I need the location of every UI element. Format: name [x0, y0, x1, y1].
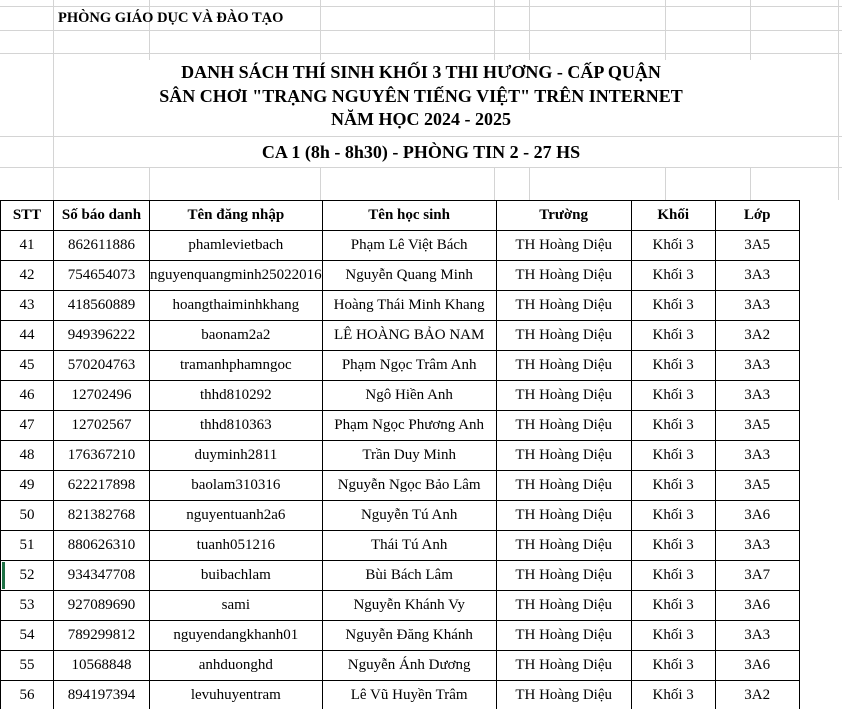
- username-cell[interactable]: thhd810363: [150, 411, 323, 441]
- username-cell[interactable]: tramanhphamngoc: [150, 351, 323, 381]
- student-name-cell[interactable]: Lê Vũ Huyền Trâm: [322, 681, 496, 709]
- school-cell[interactable]: TH Hoàng Diệu: [496, 351, 631, 381]
- table-row: [1, 261, 800, 291]
- stt-cell[interactable]: 54: [1, 621, 54, 651]
- table-row: [1, 681, 800, 709]
- candidate-number-cell[interactable]: 789299812: [54, 621, 150, 651]
- candidate-number-cell[interactable]: 12702567: [54, 411, 150, 441]
- school-cell[interactable]: TH Hoàng Diệu: [496, 381, 631, 411]
- column-header[interactable]: Lớp: [715, 201, 799, 231]
- grade-cell[interactable]: Khối 3: [631, 471, 715, 501]
- grid-line: [0, 167, 842, 168]
- school-cell[interactable]: TH Hoàng Diệu: [496, 561, 631, 591]
- candidate-number-cell[interactable]: 862611886: [54, 231, 150, 261]
- grade-cell[interactable]: Khối 3: [631, 531, 715, 561]
- student-name-cell[interactable]: Nguyễn Quang Minh: [322, 261, 496, 291]
- error-indicator-icon: [2, 562, 5, 589]
- student-name-cell[interactable]: Nguyễn Khánh Vy: [322, 591, 496, 621]
- username-cell[interactable]: duyminh2811: [150, 441, 323, 471]
- grade-cell[interactable]: Khối 3: [631, 291, 715, 321]
- candidate-number-cell[interactable]: 821382768: [54, 501, 150, 531]
- class-cell[interactable]: 3A6: [715, 591, 799, 621]
- candidate-number-cell[interactable]: 949396222: [54, 321, 150, 351]
- column-header[interactable]: Tên đăng nhập: [150, 201, 323, 231]
- table-row: [1, 651, 800, 681]
- username-cell[interactable]: nguyenquangminh25022016: [150, 261, 323, 291]
- column-header[interactable]: Khối: [631, 201, 715, 231]
- table-row: [1, 471, 800, 501]
- username-cell[interactable]: tuanh051216: [150, 531, 323, 561]
- stt-cell[interactable]: 42: [1, 261, 54, 291]
- candidate-number-cell[interactable]: 12702496: [54, 381, 150, 411]
- student-name-cell[interactable]: Phạm Ngọc Phương Anh: [322, 411, 496, 441]
- class-cell[interactable]: 3A6: [715, 501, 799, 531]
- school-cell[interactable]: TH Hoàng Diệu: [496, 501, 631, 531]
- grid-line: [529, 167, 530, 200]
- student-roster-table: [0, 200, 800, 709]
- table-row: [1, 501, 800, 531]
- username-cell[interactable]: baonam2a2: [150, 321, 323, 351]
- school-cell[interactable]: TH Hoàng Diệu: [496, 411, 631, 441]
- class-cell[interactable]: 3A5: [715, 471, 799, 501]
- class-cell[interactable]: 3A3: [715, 351, 799, 381]
- grade-cell[interactable]: Khối 3: [631, 591, 715, 621]
- grade-cell[interactable]: Khối 3: [631, 441, 715, 471]
- grid-line: [0, 53, 842, 54]
- stt-cell[interactable]: 47: [1, 411, 54, 441]
- column-header[interactable]: STT: [1, 201, 54, 231]
- grid-line: [665, 167, 666, 200]
- candidate-number-cell[interactable]: 894197394: [54, 681, 150, 709]
- school-cell[interactable]: TH Hoàng Diệu: [496, 651, 631, 681]
- grade-cell[interactable]: Khối 3: [631, 231, 715, 261]
- grade-cell[interactable]: Khối 3: [631, 651, 715, 681]
- class-cell[interactable]: 3A5: [715, 231, 799, 261]
- stt-cell[interactable]: 55: [1, 651, 54, 681]
- stt-cell[interactable]: 56: [1, 681, 54, 709]
- candidate-number-cell[interactable]: 622217898: [54, 471, 150, 501]
- stt-cell[interactable]: 46: [1, 381, 54, 411]
- student-name-cell[interactable]: Phạm Ngọc Trâm Anh: [322, 351, 496, 381]
- school-cell[interactable]: TH Hoàng Diệu: [496, 441, 631, 471]
- candidate-number-cell[interactable]: 176367210: [54, 441, 150, 471]
- stt-cell[interactable]: 51: [1, 531, 54, 561]
- class-cell[interactable]: 3A3: [715, 621, 799, 651]
- username-cell[interactable]: baolam310316: [150, 471, 323, 501]
- stt-cell[interactable]: 45: [1, 351, 54, 381]
- class-cell[interactable]: 3A3: [715, 531, 799, 561]
- school-cell[interactable]: TH Hoàng Diệu: [496, 291, 631, 321]
- class-cell[interactable]: 3A5: [715, 411, 799, 441]
- department-name: PHÒNG GIÁO DỤC VÀ ĐÀO TẠO: [58, 10, 284, 26]
- stt-cell[interactable]: 50: [1, 501, 54, 531]
- column-header[interactable]: Tên học sinh: [322, 201, 496, 231]
- username-cell[interactable]: hoangthaiminhkhang: [150, 291, 323, 321]
- student-name-cell[interactable]: Nguyễn Ngọc Bảo Lâm: [322, 471, 496, 501]
- table-row: [1, 381, 800, 411]
- stt-cell[interactable]: 53: [1, 591, 54, 621]
- grade-cell[interactable]: Khối 3: [631, 501, 715, 531]
- candidate-number-cell[interactable]: 934347708: [54, 561, 150, 591]
- class-cell[interactable]: 3A6: [715, 651, 799, 681]
- grid-line: [0, 30, 842, 31]
- grid-line: [0, 6, 842, 7]
- school-cell[interactable]: TH Hoàng Diệu: [496, 231, 631, 261]
- table-row: [1, 561, 800, 591]
- table-row: [1, 411, 800, 441]
- student-name-cell[interactable]: Phạm Lê Việt Bách: [322, 231, 496, 261]
- student-name-cell[interactable]: Nguyễn Ánh Dương: [322, 651, 496, 681]
- username-cell[interactable]: nguyentuanh2a6: [150, 501, 323, 531]
- table-row: [1, 231, 800, 261]
- table-row: [1, 441, 800, 471]
- student-name-cell[interactable]: Ngô Hiền Anh: [322, 381, 496, 411]
- stt-cell[interactable]: 43: [1, 291, 54, 321]
- grid-line: [494, 167, 495, 200]
- title-line-2: SÂN CHƠI "TRẠNG NGUYÊN TIẾNG VIỆT" TRÊN INTERNET: [159, 86, 683, 106]
- username-cell[interactable]: sami: [150, 591, 323, 621]
- stt-cell[interactable]: 49: [1, 471, 54, 501]
- table-row: [1, 621, 800, 651]
- candidate-number-cell[interactable]: 418560889: [54, 291, 150, 321]
- candidate-number-cell[interactable]: 570204763: [54, 351, 150, 381]
- stt-cell[interactable]: 52: [1, 561, 54, 591]
- class-cell[interactable]: 3A3: [715, 291, 799, 321]
- student-name-cell[interactable]: Hoàng Thái Minh Khang: [322, 291, 496, 321]
- school-cell[interactable]: TH Hoàng Diệu: [496, 471, 631, 501]
- class-cell[interactable]: 3A3: [715, 441, 799, 471]
- class-cell[interactable]: 3A2: [715, 681, 799, 709]
- grid-line: [149, 167, 150, 200]
- table-header-row: [1, 201, 800, 231]
- grid-line: [0, 136, 842, 137]
- title-line-1: DANH SÁCH THÍ SINH KHỐI 3 THI HƯƠNG - CẤP QUẬN: [181, 62, 661, 82]
- class-cell[interactable]: 3A7: [715, 561, 799, 591]
- class-cell[interactable]: 3A3: [715, 381, 799, 411]
- table-row: [1, 531, 800, 561]
- grade-cell[interactable]: Khối 3: [631, 321, 715, 351]
- grade-cell[interactable]: Khối 3: [631, 381, 715, 411]
- student-name-cell[interactable]: Nguyễn Đăng Khánh: [322, 621, 496, 651]
- column-header[interactable]: Số báo danh: [54, 201, 150, 231]
- student-name-cell[interactable]: LÊ HOÀNG BẢO NAM: [322, 321, 496, 351]
- title-line-3: NĂM HỌC 2024 - 2025: [331, 109, 511, 129]
- student-name-cell[interactable]: Trần Duy Minh: [322, 441, 496, 471]
- school-cell[interactable]: TH Hoàng Diệu: [496, 591, 631, 621]
- username-cell[interactable]: buibachlam: [150, 561, 323, 591]
- class-cell[interactable]: 3A3: [715, 261, 799, 291]
- username-cell[interactable]: nguyendangkhanh01: [150, 621, 323, 651]
- table-row: [1, 321, 800, 351]
- candidate-number-cell[interactable]: 754654073: [54, 261, 150, 291]
- school-cell[interactable]: TH Hoàng Diệu: [496, 681, 631, 709]
- school-cell[interactable]: TH Hoàng Diệu: [496, 321, 631, 351]
- candidate-number-cell[interactable]: 927089690: [54, 591, 150, 621]
- table-row: [1, 351, 800, 381]
- candidate-number-cell[interactable]: 10568848: [54, 651, 150, 681]
- candidate-number-cell[interactable]: 880626310: [54, 531, 150, 561]
- grade-cell[interactable]: Khối 3: [631, 351, 715, 381]
- class-cell[interactable]: 3A2: [715, 321, 799, 351]
- student-name-cell[interactable]: Thái Tú Anh: [322, 531, 496, 561]
- username-cell[interactable]: thhd810292: [150, 381, 323, 411]
- grid-line: [320, 167, 321, 200]
- grade-cell[interactable]: Khối 3: [631, 561, 715, 591]
- student-name-cell[interactable]: Nguyễn Tú Anh: [322, 501, 496, 531]
- school-cell[interactable]: TH Hoàng Diệu: [496, 531, 631, 561]
- table-row: [1, 291, 800, 321]
- school-cell[interactable]: TH Hoàng Diệu: [496, 621, 631, 651]
- grade-cell[interactable]: Khối 3: [631, 411, 715, 441]
- session-info: CA 1 (8h - 8h30) - PHÒNG TIN 2 - 27 HS: [261, 142, 581, 162]
- username-cell[interactable]: phamlevietbach: [150, 231, 323, 261]
- student-name-cell[interactable]: Bùi Bách Lâm: [322, 561, 496, 591]
- username-cell[interactable]: anhduonghd: [150, 651, 323, 681]
- school-cell[interactable]: TH Hoàng Diệu: [496, 261, 631, 291]
- grid-line: [750, 167, 751, 200]
- stt-cell[interactable]: 48: [1, 441, 54, 471]
- username-cell[interactable]: levuhuyentram: [150, 681, 323, 709]
- grade-cell[interactable]: Khối 3: [631, 261, 715, 291]
- stt-cell[interactable]: 44: [1, 321, 54, 351]
- grade-cell[interactable]: Khối 3: [631, 681, 715, 709]
- column-header[interactable]: Trường: [496, 201, 631, 231]
- grade-cell[interactable]: Khối 3: [631, 621, 715, 651]
- stt-cell[interactable]: 41: [1, 231, 54, 261]
- table-row: [1, 591, 800, 621]
